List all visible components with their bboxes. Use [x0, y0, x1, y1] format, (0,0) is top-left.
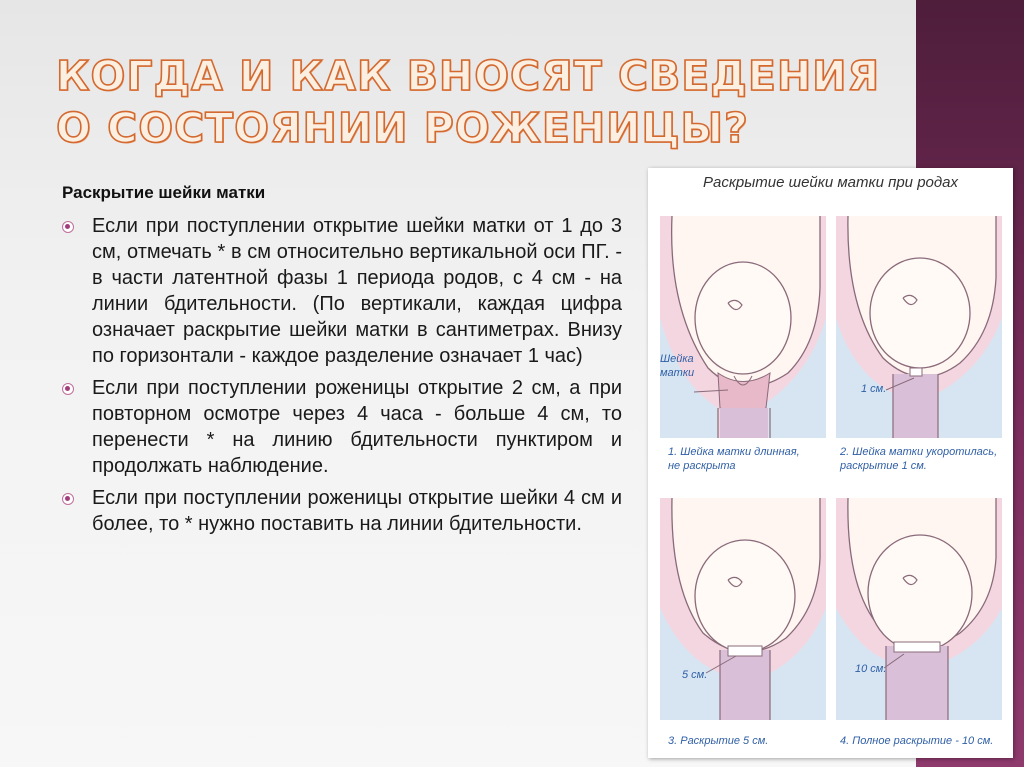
panel-2-mark: 1 см. [861, 383, 887, 395]
bullet-icon [62, 493, 74, 505]
slide-title [56, 50, 880, 154]
bullet-icon [62, 221, 74, 233]
panel-4-illustration [836, 498, 1002, 720]
panel-1-illustration [660, 216, 826, 438]
panel-4-caption: 4. Полное раскрытие - 10 см. [840, 735, 994, 747]
bullet-text: Если при поступлении роженицы открытие шейки 4 см и более, то * нужно поставить на линии бдительности. [92, 487, 622, 535]
cervix-label: Шейка матки [660, 353, 695, 379]
panel-2-caption: 2. Шейка матки укоротилась, раскрытие 1 см. [840, 446, 998, 472]
panel-4-mark: 10 см. [855, 663, 887, 675]
panel-3-illustration [660, 498, 826, 720]
title-line-1: КОГДА И КАК ВНОСЯТ СВЕДЕНИЯ [56, 52, 881, 100]
bullet-icon [62, 383, 74, 395]
bullet-item [62, 375, 622, 479]
panel-3-caption: 3. Раскрытие 5 см. [668, 735, 769, 747]
bullet-text: Если при поступлении роженицы открытие 2 см, а при повторном осмотре через 4 часа - больше 4 см, то перенести * на линию бдительности пунктиром и продолжать наблюдение. [92, 377, 622, 477]
panel-2-illustration [836, 216, 1002, 438]
figure-caption: Раскрытие шейки матки при родах [702, 174, 959, 191]
section-subtitle: Раскрытие шейки матки [62, 183, 266, 202]
bullet-text: Если при поступлении открытие шейки матки от 1 до 3 см, отмечать * в см относительно вертикальной оси ПГ. - в части латентной фазы 1 периода родов, с 4 см - на линии бдительности. (По вертикали, каждая цифра означает раскрытие шейки матки в сантиметрах. Внизу по горизонтали - каждое разделение означает 1 час) [92, 215, 622, 367]
bullet-list [62, 213, 622, 543]
panel-1-caption: 1. Шейка матки длинная, не раскрыта [668, 446, 800, 472]
bullet-item [62, 213, 622, 369]
panel-3-mark: 5 см. [682, 669, 708, 681]
cervix-dilation-figure [648, 168, 1013, 758]
title-line-2: О СОСТОЯНИИ РОЖЕНИЦЫ? [56, 104, 749, 152]
bullet-item [62, 485, 622, 537]
